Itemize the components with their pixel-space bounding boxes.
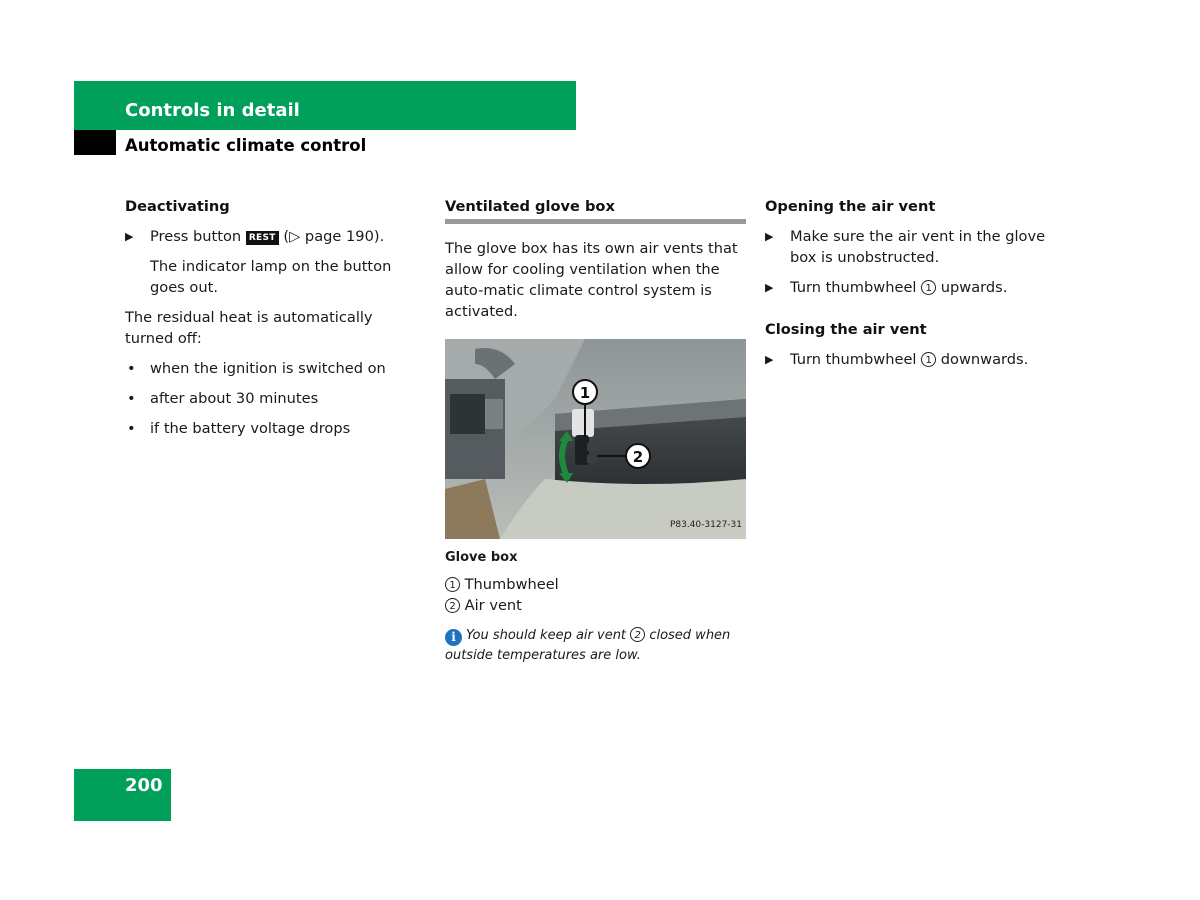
column-air-vent bbox=[765, 196, 1070, 370]
glove-box-intro: The glove box has its own air vents that allow for cooling ventilation when the auto-matic climate control system is activated. bbox=[445, 240, 738, 320]
subsection-title: Automatic climate control bbox=[125, 136, 367, 155]
callout-1 bbox=[573, 380, 597, 404]
legend-item: 2 Air vent bbox=[445, 595, 746, 616]
legend-item: 1 Thumbwheel bbox=[445, 574, 746, 595]
rest-button-icon: REST bbox=[246, 231, 279, 245]
step-check-vent: ▶ Make sure the air vent in the glove box is unobstructed. bbox=[765, 228, 1046, 266]
heading-deactivating: Deactivating bbox=[125, 198, 230, 215]
residual-heat-text: The residual heat is automatically turned off: bbox=[125, 309, 373, 347]
list-item: • when the ignition is switched on bbox=[127, 360, 386, 377]
subsection-marker bbox=[74, 130, 116, 155]
figure-caption: Glove box bbox=[445, 550, 518, 565]
step-arrow-icon: ▶ bbox=[765, 353, 774, 366]
section-title: Controls in detail bbox=[125, 100, 300, 121]
page-number: 200 bbox=[125, 775, 163, 796]
column-deactivating bbox=[125, 196, 425, 439]
step-turn-upwards: ▶ Turn thumbwheel 1 upwards. bbox=[765, 279, 1008, 296]
list-item: • if the battery voltage drops bbox=[127, 420, 351, 437]
callout-2 bbox=[626, 444, 650, 468]
list-item: • after about 30 minutes bbox=[127, 390, 319, 407]
heading-closing-air-vent: Closing the air vent bbox=[765, 321, 927, 338]
info-note: i You should keep air vent 2 closed when outside temperatures are low. bbox=[445, 628, 731, 663]
info-icon: i bbox=[445, 629, 462, 646]
image-code: P83.40-3127-31 bbox=[669, 520, 742, 530]
heading-ventilated-glove-box: Ventilated glove box bbox=[445, 198, 615, 215]
step-arrow-icon: ▶ bbox=[765, 230, 774, 243]
heading-rule bbox=[445, 219, 746, 224]
step-arrow-icon: ▶ bbox=[125, 230, 134, 243]
indicator-note: The indicator lamp on the button goes out. bbox=[150, 258, 392, 296]
step-arrow-icon: ▶ bbox=[765, 281, 774, 294]
step-press-button: ▶ Press button REST (▷ page 190). bbox=[125, 228, 385, 245]
svg-text:1: 1 bbox=[579, 384, 591, 402]
heading-opening-air-vent: Opening the air vent bbox=[765, 198, 936, 215]
figure-legend bbox=[445, 574, 746, 616]
glove-box-photo bbox=[445, 339, 746, 539]
svg-text:2: 2 bbox=[632, 448, 644, 466]
step-turn-downwards: ▶ Turn thumbwheel 1 downwards. bbox=[765, 351, 1029, 368]
column-ventilated-glove-box bbox=[445, 196, 746, 665]
